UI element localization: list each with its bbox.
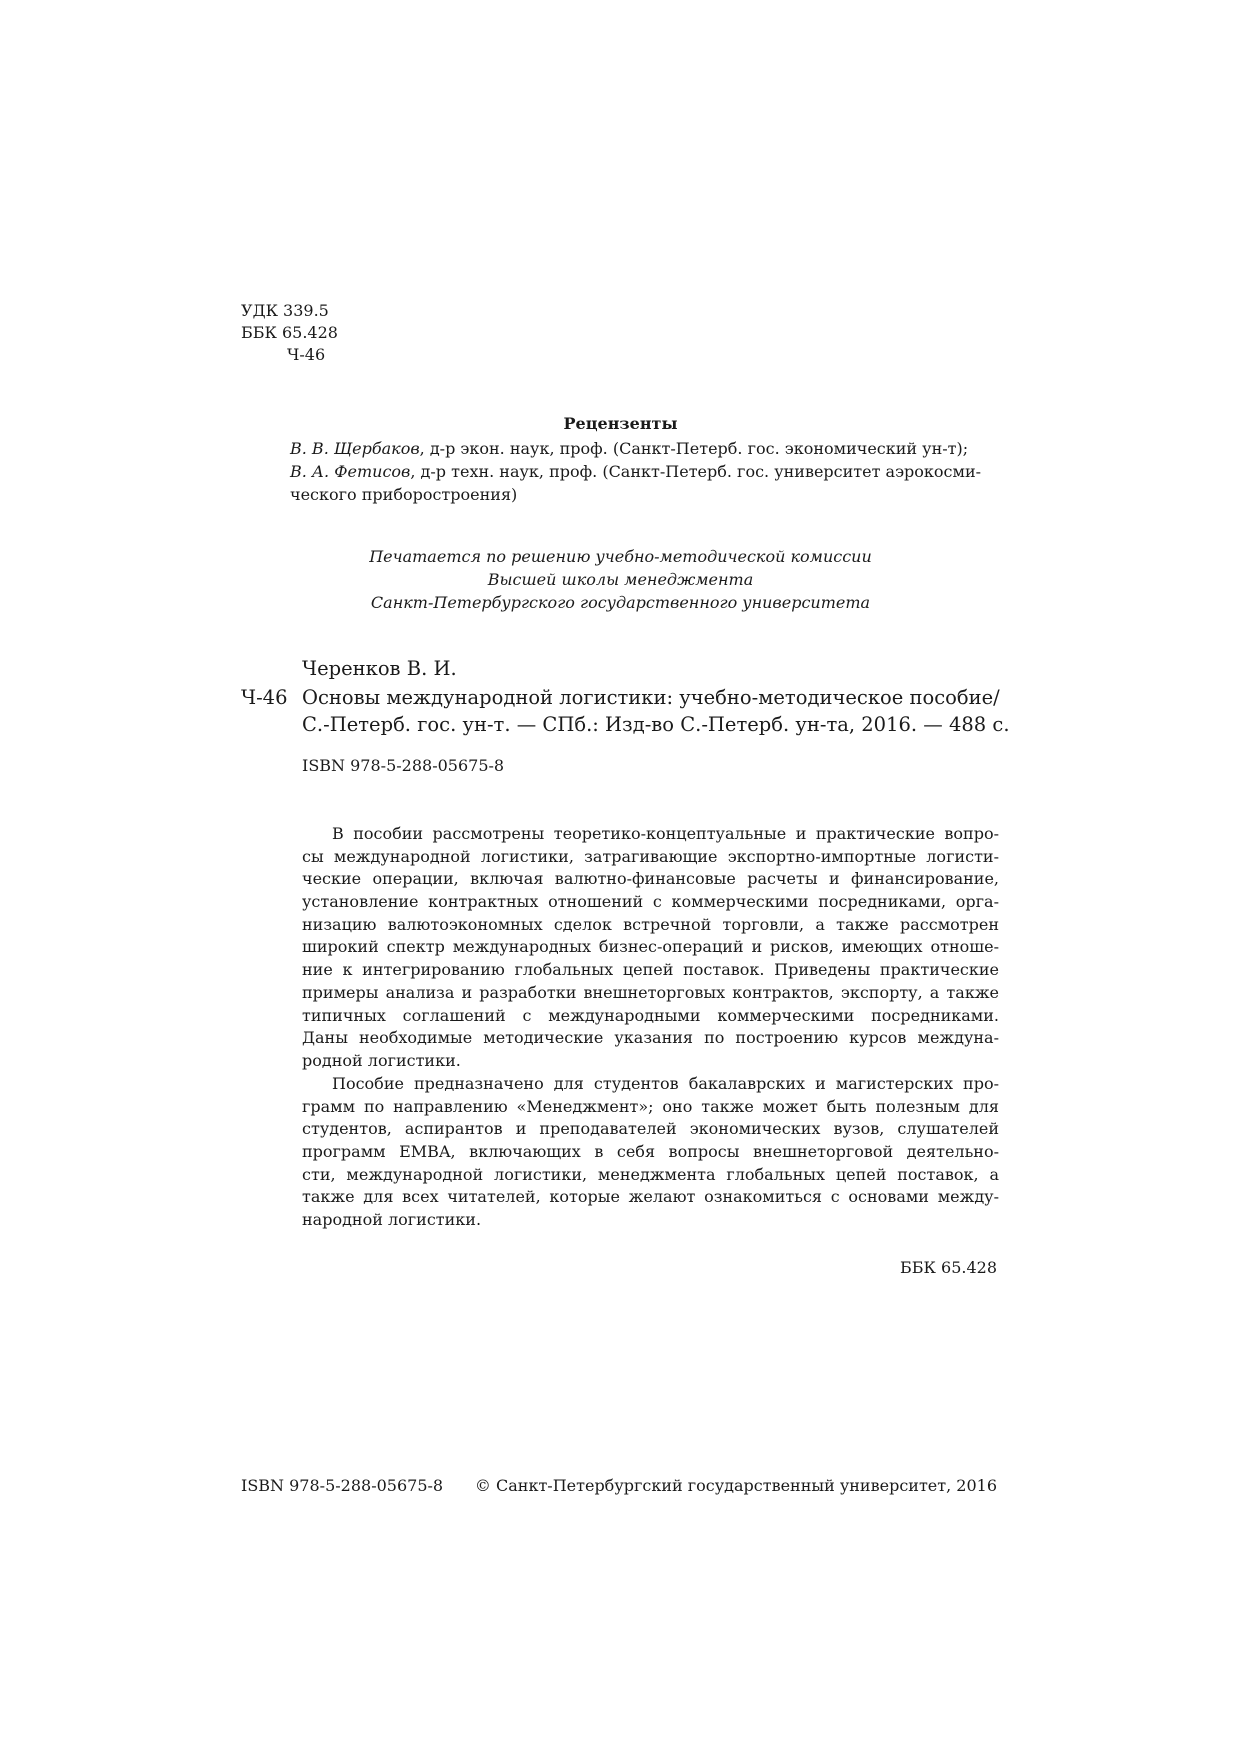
call-number: Ч-46 [241, 686, 288, 709]
classification-block [241, 300, 338, 366]
reviewer-2-continuation: ческого приборостроения) [290, 485, 518, 504]
abstract-line: сы международной логистики, затрагивающие экспортно-импортные логисти- [302, 846, 999, 866]
udk-code: УДК 339.5 [241, 301, 329, 320]
bbk-code: ББК 65.428 [241, 323, 338, 342]
abstract-line: грамм по направлению «Менеджмент»; оно также может быть полезным для [302, 1096, 999, 1116]
abstract-paragraph-1 [302, 823, 999, 1073]
book-author: Черенков В. И. [302, 657, 457, 680]
author-code: Ч-46 [287, 345, 326, 364]
commission-line-3: Санкт-Петербургского государственного университета [370, 593, 871, 612]
footer-copyright: © Санкт-Петербургский государственный университет, 2016 [474, 1476, 997, 1495]
reviewer-1-name: В. В. Щербаков [290, 439, 420, 458]
abstract-line: низацию валютоэкономных сделок встречной торговли, а также рассмотрен [302, 914, 999, 934]
reviewer-2 [290, 461, 981, 483]
abstract-line: Пособие предназначено для студентов бакалаврских и магистерских про- [332, 1074, 999, 1093]
reviewer-1-details: , д-р экон. наук, проф. (Санкт-Петерб. гос. экономический ун-т); [419, 439, 969, 458]
bbk-classification-bottom: ББК 65.428 [900, 1258, 997, 1277]
abstract-paragraph-2 [302, 1073, 999, 1232]
abstract-line: широкий спектр международных бизнес-операций и рисков, имеющих отноше- [302, 937, 999, 957]
abstract-line: установление контрактных отношений с коммерческими посредниками, орга- [302, 892, 999, 912]
abstract-line: ние к интегрированию глобальных цепей поставок. Приведены практические [302, 960, 999, 980]
abstract-line: В пособии рассмотрены теоретико-концептуальные и практические вопро- [332, 824, 999, 843]
commission-line-2: Высшей школы менеджмента [487, 570, 754, 589]
reviewer-1 [290, 438, 968, 460]
reviewer-2-name: В. А. Фетисов [290, 462, 411, 481]
abstract-line: сти, международной логистики, менеджмента глобальных цепей поставок, а [302, 1164, 999, 1184]
isbn-entry: ISBN 978-5-288-05675-8 [302, 756, 505, 775]
bib-line-1: Основы международной логистики: учебно-методическое пособие/ [302, 686, 1000, 709]
abstract-line: также для всех читателей, которые желают ознакомиться с основами между- [302, 1187, 999, 1207]
abstract-line: ческие операции, включая валютно-финансовые расчеты и финансирование, [302, 869, 999, 889]
reviewers-title: Рецензенты [563, 414, 678, 433]
footer-isbn: ISBN 978-5-288-05675-8 [241, 1476, 444, 1495]
abstract-line: типичных соглашений с международными коммерческими посредниками. [302, 1005, 999, 1025]
abstract-line: студентов, аспирантов и преподавателей экономических вузов, слушателей [302, 1119, 999, 1139]
bib-line-2: С.-Петерб. гос. ун-т. — СПб.: Изд-во С.-Петерб. ун-та, 2016. — 488 с. [302, 713, 1010, 736]
abstract-line: программ EMBA, включающих в себя вопросы внешнеторговой деятельно- [302, 1142, 999, 1162]
abstract-line: Даны необходимые методические указания по построению курсов междуна- [302, 1028, 999, 1048]
commission-line-1: Печатается по решению учебно-методической комиссии [369, 547, 872, 566]
abstract-line: примеры анализа и разработки внешнеторговых контрактов, экспорту, а также [302, 982, 999, 1002]
abstract-line: родной логистики. [302, 1050, 461, 1070]
reviewer-2-details: , д-р техн. наук, проф. (Санкт-Петерб. гос. университет аэрокосми- [410, 462, 982, 481]
abstract-line: народной логистики. [302, 1210, 482, 1230]
